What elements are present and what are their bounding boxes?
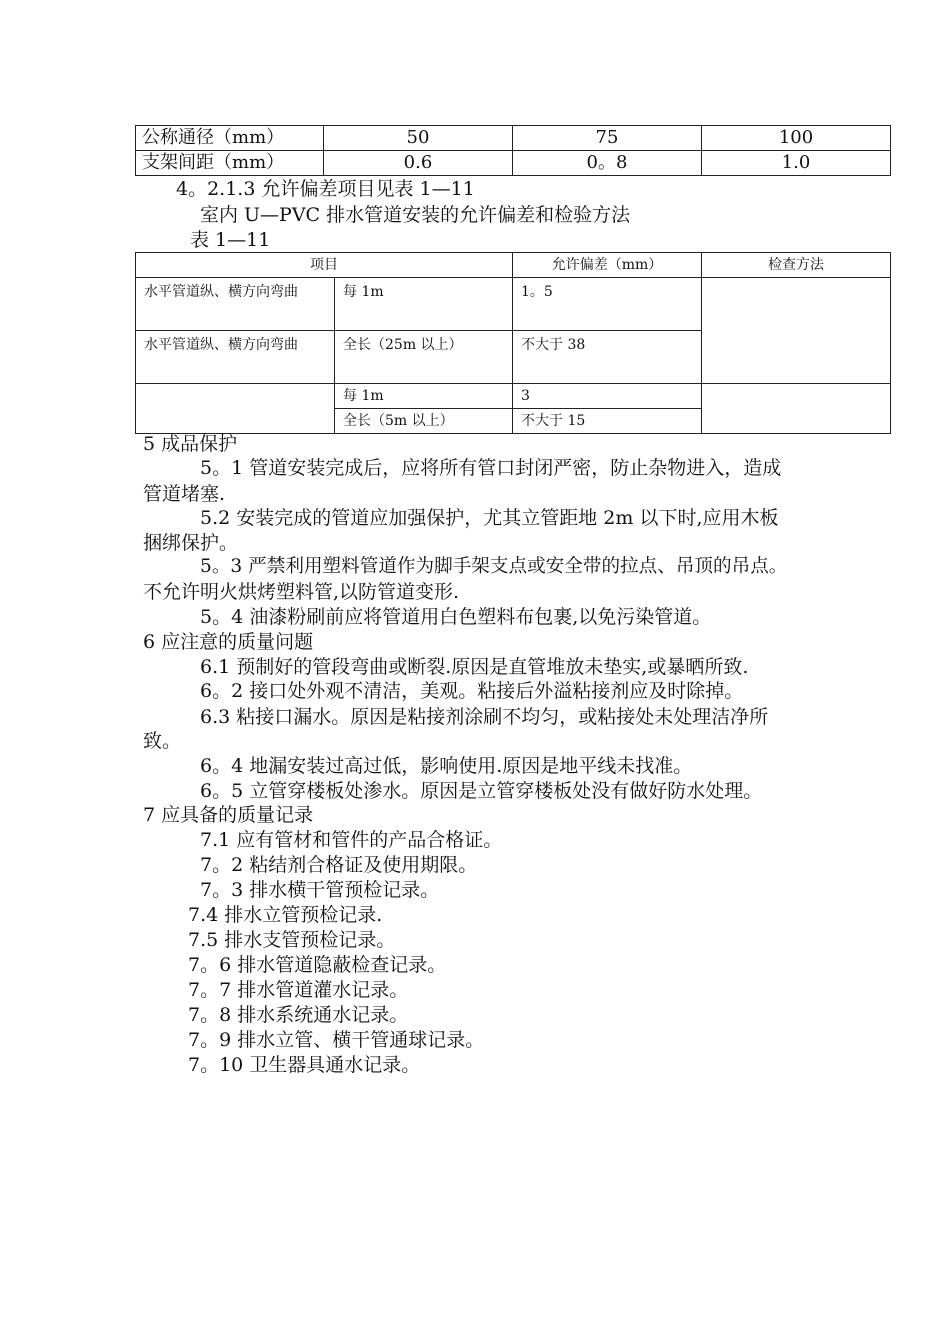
tolerance-table — [135, 252, 891, 434]
spacing-table — [135, 125, 891, 176]
paragraph-line: 7.4 排水立管预检记录. — [188, 904, 383, 926]
paragraph-line: 7.1 应有管材和管件的产品合格证。 — [200, 829, 503, 851]
table-reference: 4。2.1.3 允许偏差项目见表 1—11 — [176, 178, 475, 200]
sub-item-cell: 全长（5m 以上） — [335, 409, 513, 434]
paragraph-line: 管道堵塞. — [143, 483, 226, 505]
paragraph-line: 6。2 接口处外观不清洁，美观。粘接后外溢粘接剂应及时除掉。 — [200, 680, 744, 702]
paragraph-line: 不允许明火烘烤塑料管,以防管道变形. — [143, 581, 460, 603]
column-header: 项目 — [136, 253, 513, 278]
paragraph-line: 6。4 地漏安装过高过低，影响使用.原因是地平线未找准。 — [200, 755, 693, 777]
table-row — [136, 278, 891, 331]
paragraph-line: 7.5 排水支管预检记录。 — [188, 929, 396, 951]
paragraph-line: 6。5 立管穿楼板处渗水。原因是立管穿楼板处没有做好防水处理。 — [200, 780, 763, 802]
row-label: 公称通径（mm） — [136, 126, 324, 151]
row-label: 支架间距（mm） — [136, 151, 324, 176]
table-cell: 100 — [702, 126, 891, 151]
table-cell: 75 — [513, 126, 702, 151]
tolerance-cell: 不大于 15 — [513, 409, 702, 434]
method-cell — [702, 278, 891, 384]
item-cell: 水平管道纵、横方向弯曲 — [136, 331, 335, 384]
paragraph-line: 6.3 粘接口漏水。原因是粘接剂涂刷不均匀，或粘接处未处理洁净所 — [200, 706, 769, 728]
paragraph-line: 7。10 卫生器具通水记录。 — [188, 1054, 421, 1076]
table-row — [136, 151, 891, 176]
paragraph-line: 捆绑保护。 — [143, 532, 239, 554]
table-header-row — [136, 253, 891, 278]
table-cell: 50 — [324, 126, 513, 151]
table-cell: 1.0 — [702, 151, 891, 176]
section-heading: 7 应具备的质量记录 — [143, 804, 314, 826]
paragraph-line: 7。7 排水管道灌水记录。 — [188, 979, 409, 1001]
paragraph-line: 5.2 安装完成的管道应加强保护，尤其立管距地 2m 以下时,应用木板 — [200, 507, 779, 529]
paragraph-line: 5。1 管道安装完成后，应将所有管口封闭严密，防止杂物进入，造成 — [200, 457, 782, 479]
table-number: 表 1—11 — [190, 229, 271, 251]
section-heading: 5 成品保护 — [143, 433, 238, 455]
method-cell — [702, 384, 891, 434]
table-title: 室内 U—PVC 排水管道安装的允许偏差和检验方法 — [200, 204, 631, 226]
tolerance-cell: 1。5 — [513, 278, 702, 331]
column-header: 检查方法 — [702, 253, 891, 278]
tolerance-cell: 3 — [513, 384, 702, 409]
paragraph-line: 5。4 油漆粉刷前应将管道用白色塑料布包裹,以免污染管道。 — [200, 606, 712, 628]
item-cell — [136, 384, 335, 434]
sub-item-cell: 每 1m — [335, 384, 513, 409]
table-cell: 0.6 — [324, 151, 513, 176]
tolerance-cell: 不大于 38 — [513, 331, 702, 384]
table-cell: 0。8 — [513, 151, 702, 176]
sub-item-cell: 每 1m — [335, 278, 513, 331]
column-header: 允许偏差（mm） — [513, 253, 702, 278]
table-row — [136, 126, 891, 151]
item-cell: 水平管道纵、横方向弯曲 — [136, 278, 335, 331]
sub-item-cell: 全长（25m 以上） — [335, 331, 513, 384]
paragraph-line: 7。9 排水立管、横干管通球记录。 — [188, 1029, 485, 1051]
table-row — [136, 384, 891, 409]
paragraph-line: 7。2 粘结剂合格证及使用期限。 — [200, 854, 478, 876]
section-heading: 6 应注意的质量问题 — [143, 631, 314, 653]
paragraph-line: 7。8 排水系统通水记录。 — [188, 1004, 409, 1026]
paragraph-line: 5。3 严禁利用塑料管道作为脚手架支点或安全带的拉点、吊顶的吊点。 — [200, 556, 788, 577]
paragraph-line: 致。 — [143, 730, 182, 752]
paragraph-line: 6.1 预制好的管段弯曲或断裂.原因是直管堆放未垫实,或暴晒所致. — [200, 656, 749, 678]
paragraph-line: 7。3 排水横干管预检记录。 — [200, 879, 440, 901]
paragraph-line: 7。6 排水管道隐蔽检查记录。 — [188, 954, 447, 976]
